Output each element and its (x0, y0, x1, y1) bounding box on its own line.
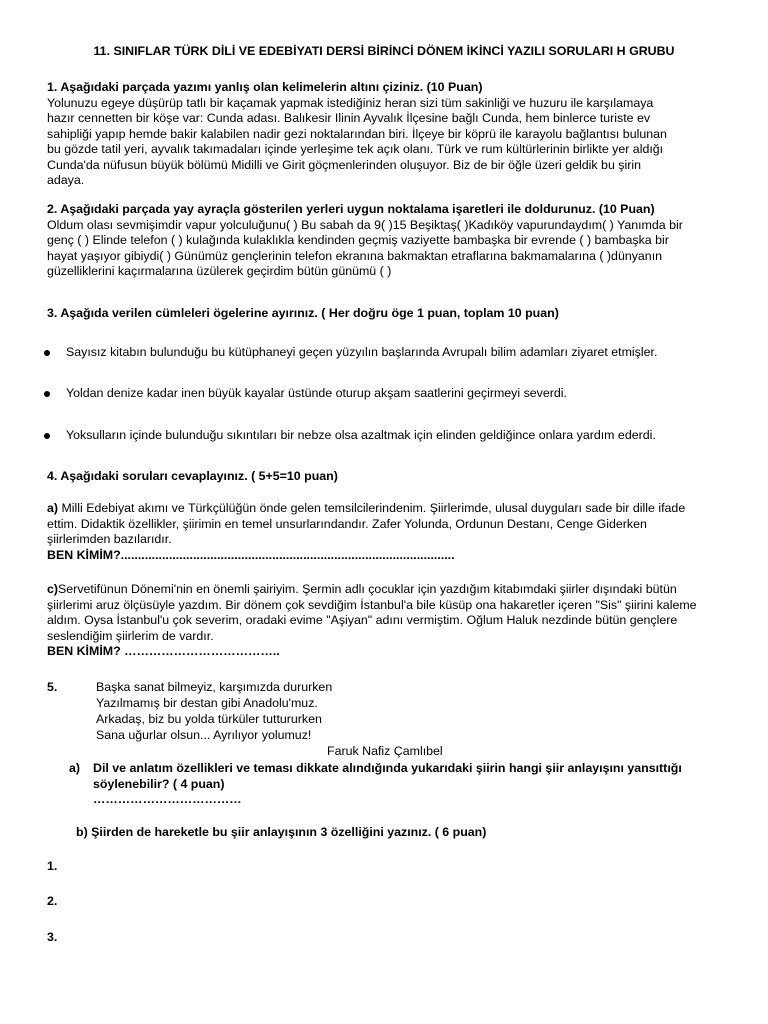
bullet-icon (44, 433, 50, 439)
question-5-number: 5. (47, 680, 58, 694)
question-5a-label: a) (69, 761, 81, 775)
question-4a-line: şiirlerimden bazılarıdır. (47, 532, 172, 546)
question-4a-line: ettim. Didaktik özellikler, şiirimin en temel unsurlarındandır. Zafer Yolunda, Ordunun Destanı, Cenge Giderken (47, 516, 647, 531)
answer-number-1: 1. (47, 859, 58, 873)
question-4c-line: Servetifünun Dönemi'nin en önemli şairiyim. Şermin adlı çocuklar için yazdığım kitabımdaki şiirler dışındaki bütün (58, 582, 677, 596)
question-4a-label: a) (47, 501, 59, 515)
question-2-line: güzelliklerini kaçırmalarına üzülerek geçirdim bütün günümü ( ) (47, 264, 392, 278)
question-1 (47, 80, 722, 189)
question-4c (47, 582, 722, 660)
question-3-item-text: Yoksulların içinde bulunduğu sıkıntıları bir nebze olsa azaltmak için elinden geldiğince onlara yardım ederdi. (66, 428, 656, 442)
question-1-line: adaya. (47, 173, 85, 187)
answer-number-3: 3. (47, 930, 58, 944)
question-3-heading-text: 3. Aşağıda verilen cümleleri ögelerine ayırınız. ( Her doğru öge 1 puan, toplam 10 puan) (47, 306, 559, 320)
poem-line: Arkadaş, biz bu yolda türküler tuttururken (96, 712, 322, 726)
question-3-heading (47, 306, 722, 322)
question-4c-answer: BEN KİMİM? ……………………………….. (47, 644, 280, 658)
question-4-heading-text: 4. Aşağıdaki soruları cevaplayınız. ( 5+5=10 puan) (47, 469, 338, 483)
poem-author: Faruk Nafiz Çamlıbel (327, 744, 443, 758)
question-4c-line: şiirlerimi aruz ölçüsüyle yazdım. Bir dönem çok sevdiğim İstanbul'a bile küsüp ona hakaretler içeren "Sis" şiirini kaleme (47, 597, 697, 612)
poem-line: Sana uğurlar olsun... Ayrılıyor yolumuz! (96, 728, 312, 742)
question-5a-answer: ……………………………… (93, 792, 242, 806)
question-1-line: Yolunuzu egeye düşürüp tatlı bir kaçamak yapmak istediğiniz heran sizi tüm sakinliği ve huzuru ile karşılamaya (47, 95, 654, 110)
question-5a-line: Dil ve anlatım özellikleri ve teması dikkate alındığında yukarıdaki şiirin hangi şiir anlayışını yansıttığı (93, 761, 682, 775)
question-5a (93, 761, 713, 808)
question-4c-label: c) (47, 582, 59, 596)
bullet-icon (44, 350, 50, 356)
question-4a (47, 501, 722, 563)
question-4c-line: seslendiğim şiirlerim de vardır. (47, 628, 214, 643)
question-4c-line: aldım. Oysa İstanbul'u çok severim, oradaki evime "Aşiyan" adını vermiştim. Oğlum Haluk nezdinde bütün gençlere (47, 613, 678, 627)
poem (96, 680, 496, 744)
question-4-heading (47, 469, 722, 485)
poem-line: Başka sanat bilmeyiz, karşımızda dururken (96, 680, 333, 694)
question-1-line: hazır cennetten bir köşe var: Cunda adası. Balıkesir Ilinin Ayvalık İlçesine bağlı Cunda, hem binlerce turiste ev (47, 111, 651, 125)
question-2-line: Oldum olası sevmişimdir vapur yolculuğunu( ) Bu sabah da 9( )15 Beşiktaş( )Kadıköy vapurundaydım( ) Yanımda bir (47, 217, 683, 232)
question-5a-line: söylenebilir? ( 4 puan) (93, 776, 225, 791)
question-3-item-text: Yoldan denize kadar inen büyük kayalar üstünde oturup akşam saatlerini geçirmeyi severdi. (66, 386, 567, 400)
question-1-line: bu gözde tatil yeri, ayvalık takımadaları içinde yerleşime tek açık olanı. Türk ve rum kültürlerinin birlikte yer aldığı (47, 142, 664, 156)
bullet-icon (44, 391, 50, 397)
question-5b: b) Şiirden de hareketle bu şiir anlayışının 3 özelliğini yazınız. ( 6 puan) (76, 825, 487, 839)
question-4a-answer: BEN KİMİM?................................................................................................. (47, 547, 455, 562)
question-2-line: genç ( ) Elinde telefon ( ) kulağında kulaklıkla kendinden geçmiş vaziyette bambaşka bir evrende ( ) bambaşka bir (47, 233, 669, 247)
question-3-item-text: Sayısız kitabın bulunduğu bu kütüphaneyi geçen yüzyılın başlarında Avrupalı bilim adamları ziyaret etmişler. (66, 345, 658, 359)
question-4a-line: Milli Edebiyat akımı ve Türkçülüğün önde gelen temsilcilerindenim. Şiirlerimde, ulusal duyguları sade bir dille ifade (58, 501, 686, 515)
answer-number-2: 2. (47, 894, 58, 908)
poem-line: Yazılmamış bir destan gibi Anadolu'muz. (96, 696, 318, 710)
question-2-heading: 2. Aşağıdaki parçada yay ayraçla gösterilen yerleri uygun noktalama işaretleri ile doldurunuz. (10 Puan) (47, 202, 655, 216)
question-1-line: Cunda'da nüfusun büyük bölümü Midilli ve Girit göçmenlerinden oluşuyor. Biz de bir öğle üzeri geldik bu şirin (47, 157, 641, 172)
page-title: 11. SINIFLAR TÜRK DİLİ VE EDEBİYATI DERSİ BİRİNCİ DÖNEM İKİNCİ YAZILI SORULARI H GRUBU (93, 44, 675, 58)
question-1-line: sahipliği yapıp hemde bakir kalabilen nadir gezi noktalarından biri. İlçeye bir köprü ile karayolu bağlantısı bulunan (47, 126, 667, 141)
question-2 (47, 202, 722, 280)
question-2-line: hayat yaşıyor gibiydi( ) Günümüz gençlerinin telefon ekranına bakmaktan etraflarına bakmamalarına ( )dünyanın (47, 248, 663, 263)
question-1-heading: 1. Aşağıdaki parçada yazımı yanlış olan kelimelerin altını çiziniz. (10 Puan) (47, 80, 483, 94)
